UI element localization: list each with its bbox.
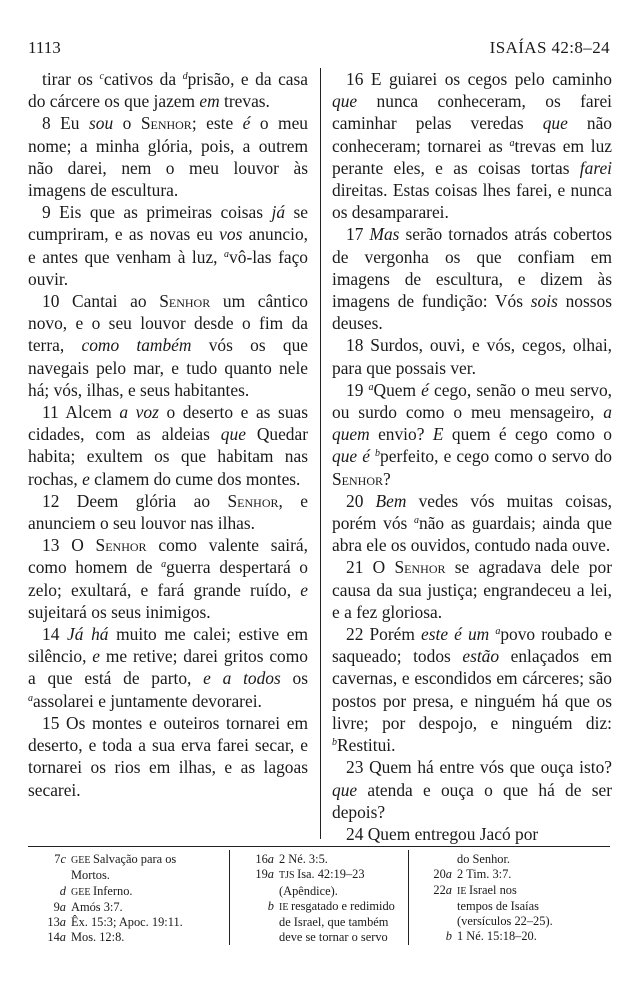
verse-text: 17 xyxy=(346,224,370,245)
verse-text: ? xyxy=(383,468,391,489)
verse-paragraph xyxy=(28,68,308,112)
footnote-text: Mortos. xyxy=(71,868,110,883)
footnote-entry xyxy=(236,930,408,945)
verse-text: 14 xyxy=(42,624,68,645)
verse-text: se cumpriram, e as novas eu xyxy=(28,202,308,245)
divine-name: Senhor xyxy=(159,291,211,312)
verse-paragraph xyxy=(28,534,308,623)
verse-text: clamem do cume dos montes. xyxy=(89,468,301,489)
footnote-text: tempos de Isaías xyxy=(457,898,539,913)
left-column xyxy=(28,68,308,801)
footnote-marker[interactable]: d xyxy=(182,71,188,82)
italic-text: que xyxy=(332,91,358,112)
verse-paragraph xyxy=(28,623,308,712)
footnote-entry xyxy=(414,929,612,944)
verse-text: 10 Cantai ao xyxy=(42,291,160,312)
footnote-entry xyxy=(28,852,228,868)
footnote-key: b xyxy=(267,898,274,913)
verse-text: 22 Porém xyxy=(346,624,421,645)
footnote-key xyxy=(414,852,457,867)
footnote-text: GEE Inferno. xyxy=(71,883,133,898)
verse-text: Restitui. xyxy=(337,735,396,756)
verse-text: 12 Deem glória ao xyxy=(42,490,228,511)
italic-text: que é xyxy=(332,446,370,467)
footnote-key: 14a xyxy=(47,930,66,945)
verse-text: os xyxy=(280,668,309,689)
footnote-entry xyxy=(414,914,612,929)
verse-text: tirar os xyxy=(42,69,100,89)
footnote-tag: IE xyxy=(279,901,291,913)
right-column xyxy=(332,68,612,845)
footnote-entry xyxy=(28,915,228,930)
divine-name: Senhor xyxy=(332,468,384,489)
verse-text: 9 Eis que as primeiras coisas xyxy=(42,202,272,223)
italic-text: estão xyxy=(462,646,500,667)
footnote-text: de Israel, que também xyxy=(279,915,389,930)
italic-text: Bem xyxy=(375,490,407,511)
verse-text: atenda e ouça o que há de ser depois? xyxy=(332,779,612,822)
italic-text: vos xyxy=(219,224,243,245)
footnote-text: 1 Né. 15:18–20. xyxy=(457,929,537,944)
footnote-entry xyxy=(414,852,612,867)
verse-text: sujeitará os seus inimigos. xyxy=(28,601,211,622)
verse-text: cego, senão o meu servo, ou surdo como o meu mensageiro, xyxy=(332,379,612,423)
verse-paragraph xyxy=(332,623,612,756)
footnote-divider xyxy=(28,846,610,847)
verse-paragraph xyxy=(28,490,308,534)
italic-text: que xyxy=(332,779,358,800)
italic-text: e xyxy=(82,468,90,489)
footnote-text: IE Israel nos xyxy=(457,882,517,897)
footnote-marker[interactable]: c xyxy=(99,71,104,82)
footnote-marker[interactable]: a xyxy=(224,248,230,260)
footnote-marker[interactable]: a xyxy=(509,137,515,149)
footnote-key: 9a xyxy=(53,899,66,914)
footnote-entry xyxy=(236,915,408,930)
verse-text: envio? xyxy=(369,424,433,445)
italic-text: e a todos xyxy=(203,668,281,689)
italic-text: é xyxy=(242,113,251,134)
divine-name: Senhor xyxy=(227,490,279,511)
footnote-key xyxy=(28,868,71,883)
footnote-tag: GEE xyxy=(71,855,93,866)
italic-text: a voz xyxy=(119,402,159,423)
footnote-entry xyxy=(414,883,612,899)
footnote-text: IE resgatado e redimido xyxy=(279,898,395,913)
divine-name: Senhor xyxy=(140,113,192,134)
footnotes-column-3 xyxy=(414,852,612,945)
verse-paragraph xyxy=(332,334,612,378)
footnotes-column-2 xyxy=(236,852,408,946)
italic-text: a quem xyxy=(332,402,612,445)
footnote-text: (versículos 22–25). xyxy=(457,914,553,929)
verse-text: 20 xyxy=(346,490,376,511)
column-divider xyxy=(320,68,321,839)
verse-text: 8 Eu xyxy=(42,113,89,134)
verse-text: 19 xyxy=(346,379,369,400)
verse-text: um cântico novo, e o seu louvor desde o fim da terra, xyxy=(28,291,308,356)
footnote-tag: GEE xyxy=(71,886,93,898)
verse-text: 18 Surdos, ouvi, e vós, cegos, olhai, para que possais ver. xyxy=(332,335,612,378)
footnote-column-divider xyxy=(408,850,409,945)
footnote-text: deve se tornar o servo xyxy=(279,930,388,945)
verse-paragraph xyxy=(332,379,612,490)
verse-paragraph xyxy=(28,712,308,801)
divine-name: Senhor xyxy=(394,557,446,578)
italic-text: E xyxy=(432,424,444,445)
verse-text: , e anunciem o seu louvor nas ilhas. xyxy=(28,490,308,534)
footnote-marker[interactable]: a xyxy=(368,381,374,393)
verse-text: cativos da xyxy=(103,69,183,89)
italic-text: e xyxy=(92,646,101,667)
footnote-text: Êx. 15:3; Apoc. 19:11. xyxy=(71,915,183,930)
footnote-marker[interactable]: a xyxy=(495,626,501,638)
page-header xyxy=(28,38,610,62)
verse-text: o xyxy=(113,113,141,134)
footnote-text: 2 Tim. 3:7. xyxy=(457,867,512,882)
footnote-entry xyxy=(28,884,228,900)
verse-text: 13 O xyxy=(42,535,96,556)
footnote-entry xyxy=(236,852,408,867)
footnote-entry xyxy=(236,884,408,899)
verse-paragraph xyxy=(28,112,308,201)
verse-paragraph xyxy=(332,223,612,334)
verse-text: nossos deuses. xyxy=(332,291,612,334)
verse-text: trevas em luz perante eles, e as coisas tortas xyxy=(332,135,612,178)
verse-text: não as guardais; ainda que abra ele os ouvidos, contudo nada ouve. xyxy=(332,513,612,556)
footnote-marker[interactable]: a xyxy=(28,692,33,704)
footnote-key xyxy=(414,899,457,914)
footnote-text: (Apêndice). xyxy=(279,883,338,898)
footnote-entry xyxy=(28,868,228,883)
footnote-entry xyxy=(236,899,408,915)
verse-text: prisão, e da casa do cárcere os que jazem xyxy=(28,69,308,112)
footnote-text: Mos. 12:8. xyxy=(71,930,125,945)
verse-paragraph xyxy=(332,556,612,623)
verse-text: trevas. xyxy=(219,91,270,112)
footnotes-column-1 xyxy=(28,852,228,946)
footnote-key xyxy=(236,884,279,899)
footnote-text: Amós 3:7. xyxy=(71,899,123,914)
verse-text: quem é cego como o xyxy=(443,424,612,445)
verse-text: muito me calei; estive em silêncio, xyxy=(28,624,308,667)
footnote-text: GEE Salvação para os xyxy=(71,852,177,866)
footnote-marker[interactable]: a xyxy=(414,515,420,527)
verse-text: povo roubado e saqueado; todos xyxy=(332,624,612,667)
verse-text: direitas. Estas coisas lhes farei, e nunca os desampararei. xyxy=(332,180,612,223)
verse-text: perfeito, e cego como o servo do xyxy=(380,446,612,467)
verse-text: nunca conheceram, os farei caminhar pelas veredas xyxy=(332,91,612,134)
footnote-key xyxy=(236,930,279,945)
verse-paragraph xyxy=(332,490,612,557)
italic-text: farei xyxy=(579,157,612,178)
verse-text: 11 Alcem xyxy=(42,402,120,423)
footnote-text: 2 Né. 3:5. xyxy=(279,852,328,866)
footnote-marker[interactable]: a xyxy=(161,559,167,571)
page-number: 1113 xyxy=(28,38,61,57)
footnote-key: 22a xyxy=(433,882,452,897)
verse-text: vedes vós muitas coisas, porém vós xyxy=(332,490,612,534)
footnote-text: TJS Isa. 42:19–23 xyxy=(279,867,365,882)
footnote-tag: IE xyxy=(457,885,469,897)
footnote-entry xyxy=(28,900,228,915)
footnote-key: 7c xyxy=(54,852,66,866)
verse-text: como valente sairá, como homem de xyxy=(28,535,308,578)
footnote-key: 19a xyxy=(255,867,274,882)
footnote-column-divider xyxy=(229,850,230,945)
footnote-marker[interactable]: b xyxy=(375,448,381,460)
verse-text: 16 E guiarei os cegos pelo caminho xyxy=(346,69,612,89)
footnote-key: 13a xyxy=(47,915,66,930)
footnote-marker[interactable]: b xyxy=(332,737,337,749)
verse-text: não conheceram; tornarei as xyxy=(332,113,612,156)
verse-text: Quedar habita; exultem os que habitam nas rochas, xyxy=(28,424,308,489)
verse-text: assolarei e juntamente devorarei. xyxy=(33,690,262,711)
italic-text: este é um xyxy=(421,624,490,645)
footnote-entry xyxy=(236,867,408,883)
verse-text: se agradava dele por causa da sua justiça; engrandeceu a lei, e a fez gloriosa. xyxy=(332,557,612,622)
italic-text: e xyxy=(300,579,308,600)
italic-text: sois xyxy=(530,291,558,312)
footnote-tag: TJS xyxy=(279,870,298,882)
verse-text: 23 Quem há entre vós que ouça isto? xyxy=(346,757,612,778)
verse-text: o meu nome; a minha glória, pois, a outrem não darei, nem o meu louvor às imagens de escultura. xyxy=(28,113,308,201)
italic-text: sou xyxy=(88,113,114,134)
verse-text: 24 Quem entregou Jacó por xyxy=(346,823,539,844)
italic-text: Mas xyxy=(369,224,400,245)
italic-text: que xyxy=(542,113,568,134)
verse-text: vô-las faço ouvir. xyxy=(28,246,308,289)
verse-text: enlaçados em cavernas, e escondidos em cárceres; são postos por presa, e ninguém há que os livre; por despojo, e ninguém diz: xyxy=(332,646,612,733)
verse-paragraph xyxy=(28,201,308,290)
verse-paragraph xyxy=(28,401,308,490)
italic-text: em xyxy=(199,91,220,112)
verse-text: 21 O xyxy=(346,557,395,578)
chapter-reference: ISAÍAS 42:8–24 xyxy=(489,38,610,57)
divine-name: Senhor xyxy=(95,535,147,556)
verse-paragraph xyxy=(332,756,612,823)
italic-text: como também xyxy=(81,335,192,356)
verse-text: anuncio, e antes que venham à luz, xyxy=(28,224,309,267)
footnote-key: d xyxy=(59,883,66,898)
verse-text: Quem xyxy=(373,379,422,400)
italic-text: já xyxy=(271,202,286,223)
verse-paragraph xyxy=(332,823,612,845)
footnote-key xyxy=(414,914,457,929)
footnote-key: b xyxy=(445,929,452,944)
italic-text: é xyxy=(421,379,429,400)
verse-paragraph xyxy=(332,68,612,223)
italic-text: Já há xyxy=(67,624,109,645)
verse-text: guerra despertará o zelo; exultará, e fará grande ruído, xyxy=(28,557,308,600)
verse-text: vós os que navegais pelo mar, e tudo quanto nele há; vós, ilhas, e seus habitantes. xyxy=(28,335,308,400)
verse-paragraph xyxy=(28,290,308,401)
verse-text: o deserto e as suas cidades, com as aldeias xyxy=(28,402,309,445)
verse-text: me retive; darei gritos como a que está de parto, xyxy=(28,646,308,689)
footnote-entry xyxy=(414,867,612,882)
footnote-key: 16a xyxy=(255,852,274,866)
italic-text: que xyxy=(220,424,246,445)
verse-text: serão tornados atrás cobertos de vergonha os que confiam em imagens de escultura, e dizem às imagens de fundição: Vós xyxy=(332,224,612,312)
verse-text: 15 Os montes e outeiros tornarei em deserto, e toda a sua erva farei secar, e tornarei os rios em ilhas, e as lagoas secarei. xyxy=(28,712,308,800)
verse-text: ; este xyxy=(191,113,243,134)
footnote-text: do Senhor. xyxy=(457,852,511,866)
footnote-key: 20a xyxy=(433,867,452,882)
footnote-entry xyxy=(414,899,612,914)
footnote-entry xyxy=(28,930,228,945)
footnote-key xyxy=(236,915,279,930)
